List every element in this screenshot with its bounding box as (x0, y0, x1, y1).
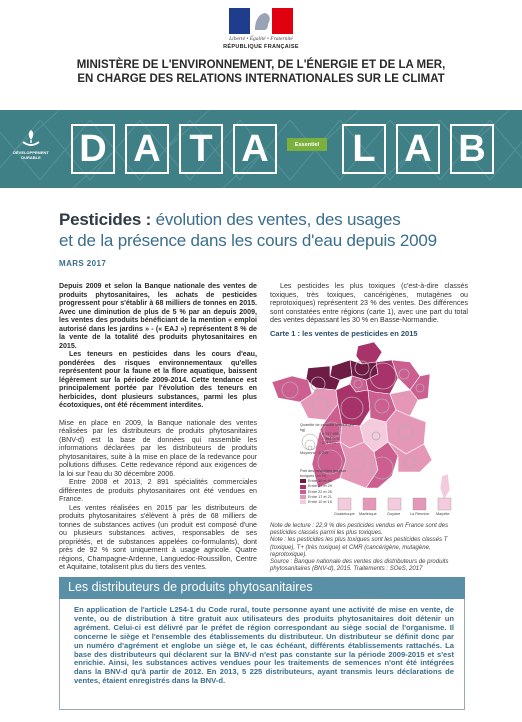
banner-letter-a-3: A (396, 124, 440, 174)
legend-quantity-title: Quantité de produits vendus (en kg) (300, 423, 355, 432)
legend-toxicity-label: Entre 10 et 16 (308, 499, 332, 504)
map-source: Source : Banque nationale des ventes des distributeurs de produits phytosanitaires (BNV-d), 2015. Traitements : SOeS, 2017 (270, 559, 449, 573)
region-nord (356, 342, 382, 364)
legend-toxicity-label: Entre 17 et 21 (308, 494, 332, 499)
map-legend-quantity (300, 423, 360, 456)
left-column (59, 282, 257, 572)
map-note-reading: Note de lecture : 22,9 % des pesticides vendus en France sont des pesticides classés parmi les plus toxiques. (270, 523, 449, 537)
legend-quantity-mean: Moyenne : 1 219 (300, 451, 329, 456)
distributors-box-title: Les distributeurs de produits phytosanitaires (68, 580, 313, 594)
inset-label-guadeloupe: Guadeloupe (334, 512, 355, 516)
banner-letter-a: A (125, 124, 169, 174)
inset-label-mayotte: Mayotte (436, 512, 450, 516)
legend-quantity-value-2: 1 364 070 (322, 436, 339, 441)
inset-label-guyane: Guyane (387, 512, 401, 516)
region-corse (440, 474, 450, 500)
legend-quantity-value-3: 214 670 (322, 441, 336, 446)
body-paragraph-3: Mise en place en 2009, la Banque nationale des ventes réalisées par les distributeurs de produits phytosanitaires (BNV-d) est la base de données qui rassemble les informations déclarées par les distributeurs de produits phytosanitaires, suite à la mise en place de la redevance pour pollutions diffuses. Cette redevance répond aux exigences de la loi sur l'eau du 30 décembre 2006. (59, 418, 257, 478)
body-paragraph-toxicity: Les pesticides les plus toxiques (c'est-à-dire classés toxiques, très toxiques, cancérigènes, mutagènes ou reprotoxiques) représentent 23 % des ventes. Des différences sont constatées entre régions (carte 1), avec une part du total des ventes dépassant les 30 % en Basse-Normandie. (270, 282, 468, 324)
article-title (59, 210, 401, 230)
map-notes (270, 523, 468, 573)
government-header (0, 0, 522, 56)
inset-label-martinique: Martinique (359, 512, 377, 516)
sustainable-development-logo-icon (20, 128, 42, 148)
marianne-logo (229, 8, 293, 34)
legend-toxicity-title: Part des pesticides les plus toxiques (en %) (300, 469, 347, 478)
legend-circles (300, 433, 322, 451)
map-note-definition: Note : les pesticides les plus toxiques sont les pesticides classés T (toxique), T+ (très toxique) et CMR (cancérigène, mutagène, reprotoxique). (270, 537, 448, 558)
body-paragraph-4: Entre 2008 et 2013, 2 891 spécialités commerciales différentes de produits phytosanitaires ont été vendues en France. (59, 478, 257, 503)
map-legend-toxicity (300, 469, 360, 505)
motto: Liberté • Égalité • Fraternité (229, 36, 293, 42)
legend-toxicity-label: Entre 27 et 29 (308, 484, 332, 489)
legend-toxicity-item (300, 484, 360, 489)
legend-swatch (300, 485, 306, 489)
banner-letter-d: D (71, 124, 115, 174)
body-paragraph-5: Les ventes réalisées en 2015 par les distributeurs de produits phytosanitaires s'élèvent à près de 68 milliers de tonnes de substances actives (un produit est composé d'une ou plusieurs substances actives, responsables de ses propriétés, et de substances appelées co-formulants), dont près de 92 % sont uniquement à usage agricole. Quatre régions, Champagne-Ardenne, Languedoc-Roussillon, Centre et Aquitaine, totalisent plus du tiers des ventes. (59, 503, 257, 571)
banner-letter-t: T (179, 124, 223, 174)
banner-logo-label: DÉVELOPPEMENT DURABLE (13, 150, 49, 160)
banner-letter-l: L (342, 124, 386, 174)
legend-swatch (300, 479, 306, 483)
legend-toxicity-label: Entre 22 et 26 (308, 489, 332, 494)
legend-swatch (300, 495, 306, 499)
ministry-name (40, 58, 482, 86)
banner-letter-b: B (450, 124, 494, 174)
title-bold: Pesticides : (59, 210, 152, 229)
legend-quantity-value-1: 6 317 490 (322, 432, 339, 437)
legend-toxicity-items (300, 479, 360, 504)
summary-paragraph-2: Les teneurs en pesticides dans les cours d'eau, pondérées des risques environnementaux qu'elles représentent pour la faune et la flore aquatique, baissent légèrement sur la période 2009-2014. Cette tendance est principalement portée par l'évolution des teneurs en herbicides, dont plusieurs substances, parmi les plus écotoxiques, ont été récemment interdites. (59, 350, 257, 409)
republique-francaise: RÉPUBLIQUE FRANÇAISE (223, 44, 299, 50)
essentiel-badge: Essentiel (287, 138, 327, 151)
map-title: Carte 1 : les ventes de pesticides en 2015 (270, 329, 418, 338)
legend-toxicity-item (300, 500, 360, 505)
inset-label-reunion: La Réunion (410, 512, 430, 516)
legend-toxicity-item (300, 479, 360, 484)
legend-toxicity-label: Entre 30 et 40 (308, 479, 332, 484)
ministry-line-1: MINISTÈRE DE L'ENVIRONNEMENT, DE L'ÉNERGIE ET DE LA MER, (76, 59, 446, 71)
summary-paragraph-1: Depuis 2009 et selon la Banque nationale des ventes de produits phytosanitaires, les achats de pesticides progressent pour s'établir à 68 milliers de tonnes en 2015. Avec une diminution de plus de 5 % par an depuis 2009, les ventes des produits bénéficiant de la mention « emploi autorisé dans les jardins » - (« EAJ ») représentent 8 % de la vente de la totalité des produits phytosanitaires en 2015. (59, 282, 257, 350)
publication-date: MARS 2017 (59, 259, 107, 268)
right-column (270, 282, 468, 325)
banner-letter-a-2: A (233, 124, 277, 174)
legend-swatch (300, 500, 306, 504)
legend-toxicity-item (300, 495, 360, 500)
legend-toxicity-item (300, 490, 360, 495)
legend-swatch (300, 490, 306, 494)
distributors-box-body: En application de l'article L254-1 du Code rural, toute personne ayant une activité de mise en vente, de vente, ou de distribution à titre gratuit aux utilisateurs des produits phytosanitaires doit détenir un agrément. Celui-ci est délivré par le préfet de région correspondant au siège social de l'organisme. Il concerne le siège et l'ensemble des établissements du distributeur. Un distributeur se définit donc par un numéro d'agrément et englobe un siège et, le cas échéant, différents établissements rattachés. La base des distributeurs qui déclarent sur la BNV-d n'est pas constante sur la période 2009-2015 et s'est enrichie. Ainsi, les substances actives vendues pour les traitements de semences n'ont été intégrées dans la BNV-d qu'à partir de 2012. En 2013, 5 225 distributeurs, ayant transmis leurs déclarations de ventes, étaient enregistrés dans la BNV-d. (74, 605, 454, 686)
title-rest: évolution des ventes, des usages (151, 210, 401, 229)
ministry-line-2: EN CHARGE DES RELATIONS INTERNATIONALES SUR LE CLIMAT (77, 73, 445, 85)
article-title-line-2: et de la présence dans les cours d'eau depuis 2009 (59, 231, 437, 250)
